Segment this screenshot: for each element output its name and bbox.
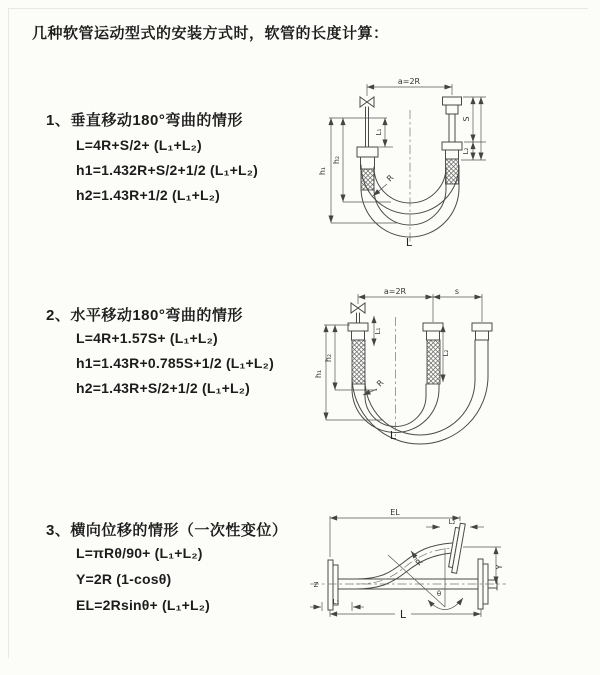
section-3-heading: 3、横向位移的情形（一次性变位）: [46, 522, 288, 539]
formula-line: h2=1.43R+1/2 (L₁+L₂): [76, 187, 221, 203]
formula-line: L=4R+1.57S+ (L₁+L₂): [76, 330, 218, 346]
dim-label-theta: θ: [436, 590, 442, 598]
middle-pipe-fitting: [423, 323, 443, 384]
dim-label-travel: s: [454, 287, 460, 296]
formula-line: L=4R+S/2+ (L₁+L₂): [76, 137, 202, 153]
dim-label-span: a=2R: [383, 287, 407, 296]
formula-line: h2=1.43R+S/2+1/2 (L₁+L₂): [76, 380, 251, 396]
scan-border-top: [8, 8, 588, 9]
dim-label-h2: h₂: [324, 353, 333, 363]
dim-label-l1: L₁: [374, 327, 382, 335]
dim-label-r: R: [375, 378, 386, 389]
valve-icon: [351, 303, 365, 313]
dim-label-l2: L₂: [442, 349, 450, 357]
dim-label-el: EL: [390, 508, 400, 517]
upper-flange: [448, 523, 466, 574]
section-2-heading: 2、水平移动180°弯曲的情形: [46, 307, 243, 324]
formula-line: h1=1.432R+S/2+1/2 (L₁+L₂): [76, 162, 258, 178]
scan-border-left: [8, 8, 9, 658]
centerline-z-mark: Z: [313, 581, 319, 589]
dim-label-l1: L₁: [332, 598, 340, 606]
formula-line: EL=2Rsinθ+ (L₁+L₂): [76, 597, 211, 613]
dim-label-l2: L₂: [462, 147, 470, 155]
dim-label-h1: h₁: [318, 166, 327, 176]
dim-label-length: L: [389, 429, 397, 442]
page-title: 几种软管运动型式的安装方式时，软管的长度计算：: [32, 25, 389, 42]
dim-label-length: L: [399, 608, 407, 621]
dim-label-length: L: [405, 236, 413, 249]
diagram-vertical-180-bend: [305, 72, 595, 257]
dim-label-l2: L₂: [448, 518, 456, 526]
dim-label-h1: h₁: [314, 369, 323, 379]
left-pipe-fitting: [348, 323, 368, 384]
braided-hose-section: [427, 340, 440, 384]
formula-line: Y=2R (1-cosθ): [76, 571, 172, 587]
dim-label-l1: L₁: [375, 128, 383, 136]
braided-hose-section: [352, 340, 365, 384]
hose-u-bend: [352, 376, 488, 444]
section-1-heading: 1、垂直移动180°弯曲的情形: [46, 112, 243, 129]
formula-line: L=πRθ/90+ (L₁+L₂): [76, 545, 203, 561]
diagram-horizontal-180-bend: [305, 282, 600, 447]
left-pipe-fitting: [357, 147, 378, 190]
dim-label-y: Y: [495, 564, 504, 570]
dim-label-s: S: [462, 116, 471, 122]
shifted-pipe-fitting: [472, 323, 492, 380]
hose-s-curve: [356, 543, 452, 589]
formula-line: h1=1.43R+0.785S+1/2 (L₁+L₂): [76, 355, 274, 371]
dim-label-r: R: [413, 557, 425, 568]
diagram-lateral-displacement: [300, 505, 600, 650]
valve-icon: [360, 97, 374, 107]
dim-label-h2: h₂: [332, 155, 341, 165]
dim-label-span: a=2R: [397, 77, 421, 86]
dim-label-r: R: [385, 173, 396, 184]
